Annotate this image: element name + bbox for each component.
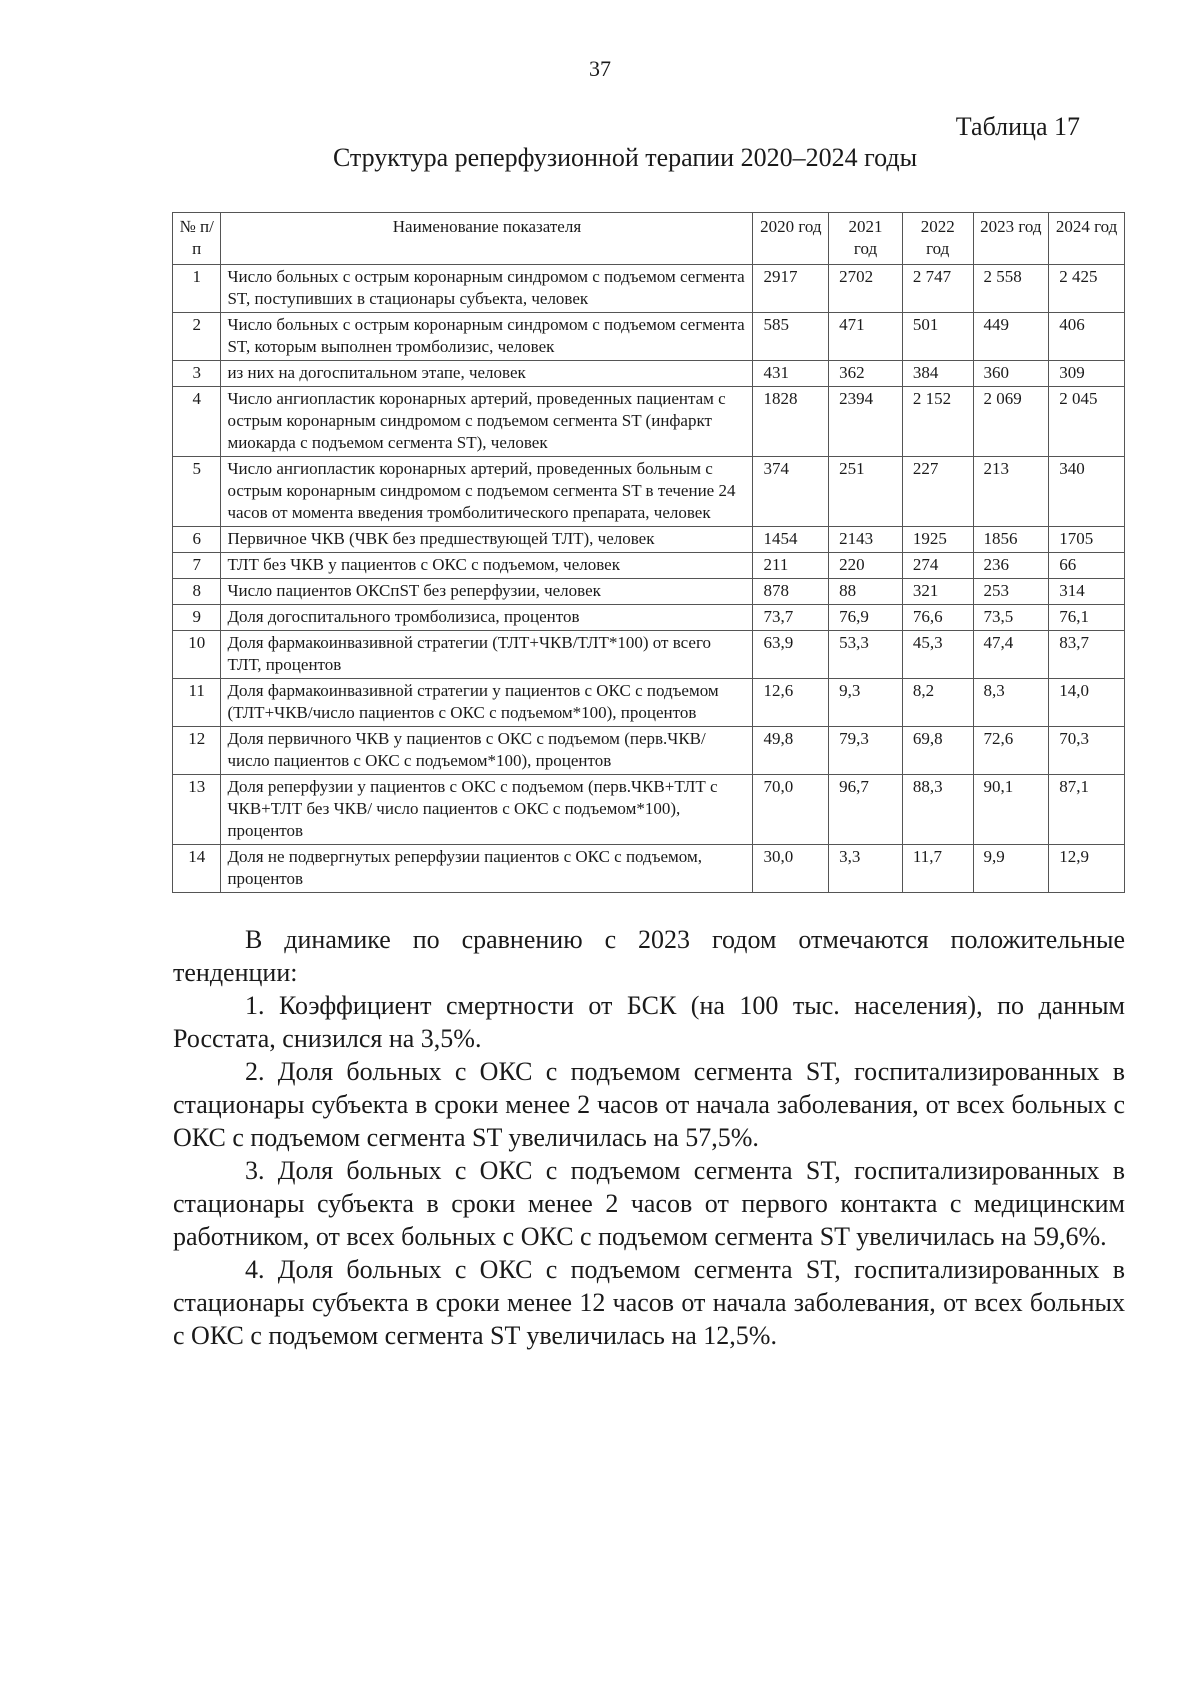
indicator-cell: Число больных с острым коронарным синдромом с подъемом сегмента ST, которым выполнен тромболизис, человек xyxy=(221,313,753,361)
value-cell-2024: 66 xyxy=(1049,553,1125,579)
row-number-cell: 10 xyxy=(173,631,221,679)
value-cell-2023: 236 xyxy=(973,553,1049,579)
value-cell-2021: 53,3 xyxy=(829,631,903,679)
indicator-cell: Доля реперфузии у пациентов с ОКС с подъемом (перв.ЧКВ+ТЛТ с ЧКВ+ТЛТ без ЧКВ/ число пациентов с ОКС с подъемом*100), процентов xyxy=(221,775,753,845)
value-cell-2021: 251 xyxy=(829,457,903,527)
value-cell-2024: 2 045 xyxy=(1049,387,1125,457)
table-row xyxy=(173,775,1125,845)
value-cell-2024: 70,3 xyxy=(1049,727,1125,775)
table-row xyxy=(173,387,1125,457)
indicator-cell: Доля первичного ЧКВ у пациентов с ОКС с подъемом (перв.ЧКВ/число пациентов с ОКС с подъемом*100), процентов xyxy=(221,727,753,775)
indicator-cell: Доля догоспитального тромболизиса, процентов xyxy=(221,605,753,631)
table-row xyxy=(173,579,1125,605)
value-cell-2024: 76,1 xyxy=(1049,605,1125,631)
indicator-cell: Доля фармакоинвазивной стратегии у пациентов с ОКС с подъемом (ТЛТ+ЧКВ/число пациентов с ОКС с подъемом*100), процентов xyxy=(221,679,753,727)
value-cell-2021: 220 xyxy=(829,553,903,579)
value-cell-2023: 47,4 xyxy=(973,631,1049,679)
value-cell-2022: 2 152 xyxy=(902,387,973,457)
value-cell-2021: 2394 xyxy=(829,387,903,457)
indicator-cell: Доля не подвергнутых реперфузии пациентов с ОКС с подъемом, процентов xyxy=(221,845,753,893)
value-cell-2022: 1925 xyxy=(902,527,973,553)
table-row xyxy=(173,527,1125,553)
table-row xyxy=(173,631,1125,679)
value-cell-2020: 1454 xyxy=(753,527,829,553)
value-cell-2023: 2 069 xyxy=(973,387,1049,457)
value-cell-2022: 227 xyxy=(902,457,973,527)
value-cell-2020: 1828 xyxy=(753,387,829,457)
row-number-cell: 1 xyxy=(173,265,221,313)
row-number-cell: 6 xyxy=(173,527,221,553)
row-number-cell: 9 xyxy=(173,605,221,631)
header-number: № п/п xyxy=(173,213,221,265)
value-cell-2021: 76,9 xyxy=(829,605,903,631)
body-text xyxy=(173,923,1125,1352)
value-cell-2022: 45,3 xyxy=(902,631,973,679)
header-2020: 2020 год xyxy=(753,213,829,265)
paragraph: 4. Доля больных с ОКС с подъемом сегмента ST, госпитализированных в стационары субъекта в сроки менее 12 часов от начала заболевания, от всех больных с ОКС с подъемом сегмента ST увеличилась на 12,5%. xyxy=(173,1255,1125,1350)
value-cell-2022: 76,6 xyxy=(902,605,973,631)
value-cell-2024: 2 425 xyxy=(1049,265,1125,313)
header-2021: 2021 год xyxy=(829,213,903,265)
table-row xyxy=(173,313,1125,361)
value-cell-2024: 87,1 xyxy=(1049,775,1125,845)
indicator-cell: ТЛТ без ЧКВ у пациентов с ОКС с подъемом, человек xyxy=(221,553,753,579)
indicator-cell: Число больных с острым коронарным синдромом с подъемом сегмента ST, поступивших в стационары субъекта, человек xyxy=(221,265,753,313)
value-cell-2023: 72,6 xyxy=(973,727,1049,775)
value-cell-2023: 9,9 xyxy=(973,845,1049,893)
table-row xyxy=(173,265,1125,313)
value-cell-2023: 360 xyxy=(973,361,1049,387)
value-cell-2023: 8,3 xyxy=(973,679,1049,727)
table-body xyxy=(173,265,1125,893)
row-number-cell: 2 xyxy=(173,313,221,361)
value-cell-2022: 8,2 xyxy=(902,679,973,727)
value-cell-2022: 384 xyxy=(902,361,973,387)
value-cell-2021: 79,3 xyxy=(829,727,903,775)
indicator-cell: из них на догоспитальном этапе, человек xyxy=(221,361,753,387)
table-row xyxy=(173,361,1125,387)
row-number-cell: 12 xyxy=(173,727,221,775)
value-cell-2021: 3,3 xyxy=(829,845,903,893)
table-row xyxy=(173,679,1125,727)
indicator-cell: Число ангиопластик коронарных артерий, проведенных пациентам с острым коронарным синдромом с подъемом сегмента ST (инфаркт миокарда с подъемом сегмента ST), человек xyxy=(221,387,753,457)
value-cell-2020: 431 xyxy=(753,361,829,387)
table-label: Таблица 17 xyxy=(955,112,1080,141)
indicator-cell: Число ангиопластик коронарных артерий, проведенных больным с острым коронарным синдромом с подъемом сегмента ST в течение 24 часов от момента введения тромболитического препарата, человек xyxy=(221,457,753,527)
paragraph: В динамике по сравнению с 2023 годом отмечаются положительные тенденции: xyxy=(173,925,1125,987)
value-cell-2023: 90,1 xyxy=(973,775,1049,845)
header-2022: 2022 год xyxy=(902,213,973,265)
value-cell-2024: 83,7 xyxy=(1049,631,1125,679)
value-cell-2022: 88,3 xyxy=(902,775,973,845)
indicator-cell: Число пациентов ОКСпST без реперфузии, человек xyxy=(221,579,753,605)
paragraph: 1. Коэффициент смертности от БСК (на 100 тыс. населения), по данным Росстата, снизился на 3,5%. xyxy=(173,991,1125,1053)
value-cell-2024: 340 xyxy=(1049,457,1125,527)
value-cell-2024: 309 xyxy=(1049,361,1125,387)
value-cell-2020: 63,9 xyxy=(753,631,829,679)
header-2024: 2024 год xyxy=(1049,213,1125,265)
value-cell-2020: 2917 xyxy=(753,265,829,313)
row-number-cell: 5 xyxy=(173,457,221,527)
row-number-cell: 11 xyxy=(173,679,221,727)
value-cell-2022: 501 xyxy=(902,313,973,361)
table-row xyxy=(173,845,1125,893)
value-cell-2022: 321 xyxy=(902,579,973,605)
value-cell-2024: 406 xyxy=(1049,313,1125,361)
value-cell-2022: 11,7 xyxy=(902,845,973,893)
row-number-cell: 3 xyxy=(173,361,221,387)
value-cell-2024: 12,9 xyxy=(1049,845,1125,893)
table-title: Структура реперфузионной терапии 2020–2024 годы xyxy=(332,143,918,172)
value-cell-2020: 878 xyxy=(753,579,829,605)
value-cell-2021: 88 xyxy=(829,579,903,605)
indicator-cell: Первичное ЧКВ (ЧВК без предшествующей ТЛТ), человек xyxy=(221,527,753,553)
table-row xyxy=(173,605,1125,631)
header-indicator: Наименование показателя xyxy=(221,213,753,265)
row-number-cell: 8 xyxy=(173,579,221,605)
row-number-cell: 7 xyxy=(173,553,221,579)
value-cell-2021: 2143 xyxy=(829,527,903,553)
value-cell-2020: 73,7 xyxy=(753,605,829,631)
table-row xyxy=(173,727,1125,775)
indicator-cell: Доля фармакоинвазивной стратегии (ТЛТ+ЧКВ/ТЛТ*100) от всего ТЛТ, процентов xyxy=(221,631,753,679)
value-cell-2020: 49,8 xyxy=(753,727,829,775)
value-cell-2023: 213 xyxy=(973,457,1049,527)
paragraph: 2. Доля больных с ОКС с подъемом сегмента ST, госпитализированных в стационары субъекта в сроки менее 2 часов от начала заболевания, от всех больных с ОКС с подъемом сегмента ST увеличилась на 57,5%. xyxy=(173,1057,1125,1152)
value-cell-2023: 2 558 xyxy=(973,265,1049,313)
table-row xyxy=(173,457,1125,527)
value-cell-2020: 374 xyxy=(753,457,829,527)
value-cell-2020: 585 xyxy=(753,313,829,361)
value-cell-2021: 471 xyxy=(829,313,903,361)
value-cell-2024: 314 xyxy=(1049,579,1125,605)
value-cell-2020: 30,0 xyxy=(753,845,829,893)
value-cell-2024: 14,0 xyxy=(1049,679,1125,727)
table-header-row xyxy=(173,213,1125,265)
value-cell-2021: 2702 xyxy=(829,265,903,313)
value-cell-2021: 362 xyxy=(829,361,903,387)
row-number-cell: 4 xyxy=(173,387,221,457)
value-cell-2020: 211 xyxy=(753,553,829,579)
value-cell-2022: 69,8 xyxy=(902,727,973,775)
value-cell-2022: 274 xyxy=(902,553,973,579)
value-cell-2023: 253 xyxy=(973,579,1049,605)
table-row xyxy=(173,553,1125,579)
value-cell-2023: 1856 xyxy=(973,527,1049,553)
value-cell-2024: 1705 xyxy=(1049,527,1125,553)
paragraph: 3. Доля больных с ОКС с подъемом сегмента ST, госпитализированных в стационары субъекта в сроки менее 2 часов от первого контакта с медицинским работником, от всех больных с ОКС с подъемом сегмента ST увеличилась на 59,6%. xyxy=(173,1156,1125,1251)
row-number-cell: 14 xyxy=(173,845,221,893)
value-cell-2021: 96,7 xyxy=(829,775,903,845)
value-cell-2023: 73,5 xyxy=(973,605,1049,631)
row-number-cell: 13 xyxy=(173,775,221,845)
value-cell-2022: 2 747 xyxy=(902,265,973,313)
page-number: 37 xyxy=(589,56,611,81)
header-2023: 2023 год xyxy=(973,213,1049,265)
value-cell-2021: 9,3 xyxy=(829,679,903,727)
value-cell-2020: 70,0 xyxy=(753,775,829,845)
reperfusion-table xyxy=(172,212,1125,893)
value-cell-2020: 12,6 xyxy=(753,679,829,727)
value-cell-2023: 449 xyxy=(973,313,1049,361)
